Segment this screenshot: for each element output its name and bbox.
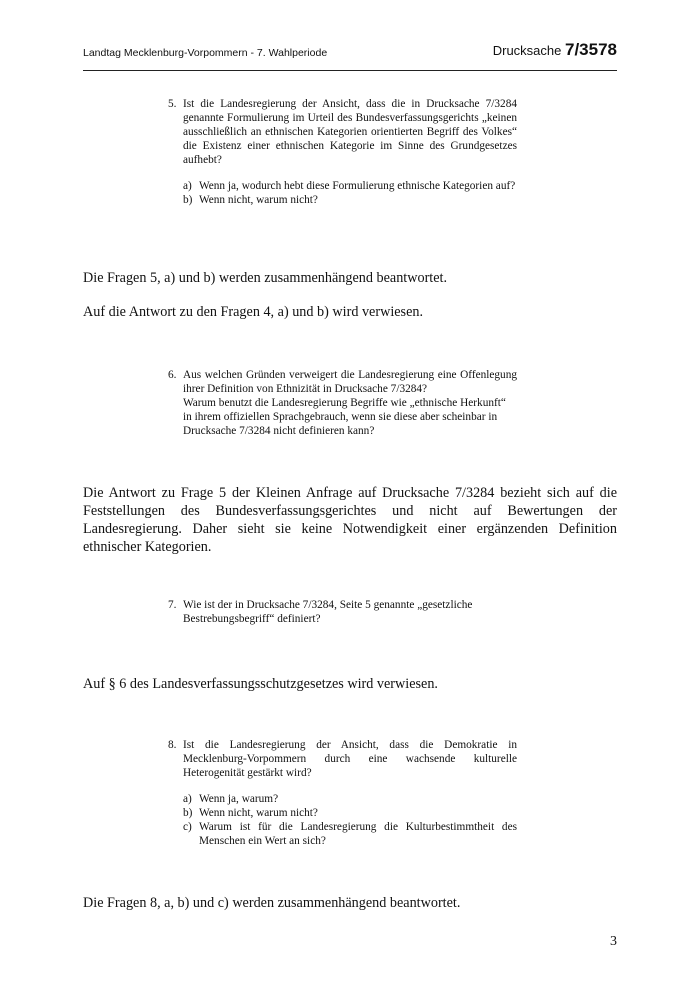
answer-6: Die Antwort zu Frage 5 der Kleinen Anfrage auf Drucksache 7/3284 bezieht sich auf die Feststellungen des Bundesverfassungsgerichtes und nicht auf Bewertungen der Landesregierung. Daher sieht sie keine Notwendigkeit einer ergänzenden Definition ethnischer Kategorien.: [83, 485, 617, 555]
sub-question-c: [183, 820, 517, 848]
question-number: 6.: [168, 369, 177, 381]
sub-question-b: [183, 193, 517, 207]
sub-label: b): [183, 194, 193, 206]
sub-label: a): [183, 793, 192, 805]
question-text: Wie ist der in Drucksache 7/3284, Seite 5 genannte „gesetzliche Bestrebungsbegriff“ definiert?: [183, 599, 473, 625]
question-subitems: [183, 179, 517, 207]
question-subitems: [183, 792, 517, 848]
sub-text: Wenn nicht, warum nicht?: [199, 807, 318, 819]
question-text: Ist die Landesregierung der Ansicht, dass die Demokratie in Mecklenburg-Vorpommern durch eine wachsende kulturelle Heterogenität gestärkt wird?: [183, 739, 517, 779]
header-parliament-title: Landtag Mecklenburg-Vorpommern - 7. Wahlperiode: [83, 47, 328, 59]
question-number: 5.: [168, 98, 177, 110]
answer-5: Die Fragen 5, a) und b) werden zusammenhängend beantwortet.: [83, 270, 448, 286]
question-text-line2: Warum benutzt die Landesregierung Begriffe wie „ethnische Herkunft“ in ihrem offiziellen Sprachgebrauch, wenn sie diese aber scheinbar in Drucksache 7/3284 nicht definieren kann?: [183, 397, 506, 437]
answer-5-reference: Auf die Antwort zu den Fragen 4, a) und b) wird verwiesen.: [83, 304, 424, 320]
answer-7: Auf § 6 des Landesverfassungsschutzgesetzes wird verwiesen.: [83, 676, 438, 692]
question-text: Ist die Landesregierung der Ansicht, dass die in Drucksache 7/3284 genannte Formulierung im Urteil des Bundesverfassungsgerichts „keinen ausschließlich an ethnischen Kategorien orientierten Begriff des Volkes“ die Existenz einer ethnischen Kategorie im Sinne des Grundgesetzes aufhebt?: [183, 98, 517, 166]
sub-label: a): [183, 180, 192, 192]
sub-text: Wenn nicht, warum nicht?: [199, 194, 318, 206]
question-8: [168, 738, 517, 848]
sub-question-a: [183, 792, 517, 806]
sub-question-b: [183, 806, 517, 820]
sub-label: b): [183, 807, 193, 819]
question-7: [168, 598, 517, 626]
drucksache-label: Drucksache: [492, 43, 562, 58]
sub-text: Wenn ja, wodurch hebt diese Formulierung ethnische Kategorien auf?: [199, 180, 516, 192]
page-header: [83, 38, 617, 71]
question-number: 7.: [168, 599, 177, 611]
drucksache-number: 7/3578: [565, 40, 617, 59]
page-number: 3: [610, 934, 617, 949]
sub-label: c): [183, 821, 192, 833]
question-5: [168, 97, 517, 207]
question-text-line1: Aus welchen Gründen verweigert die Landesregierung eine Offenlegung ihrer Definition von Ethnizität in Drucksache 7/3284?: [183, 369, 517, 395]
header-drucksache: [493, 40, 617, 60]
sub-text: Warum ist für die Landesregierung die Kulturbestimmtheit des Menschen ein Wert an sich?: [199, 821, 517, 847]
question-6: [168, 368, 517, 438]
answer-8: Die Fragen 8, a, b) und c) werden zusammenhängend beantwortet.: [83, 895, 461, 911]
question-number: 8.: [168, 739, 177, 751]
sub-question-a: [183, 179, 517, 193]
sub-text: Wenn ja, warum?: [199, 793, 279, 805]
